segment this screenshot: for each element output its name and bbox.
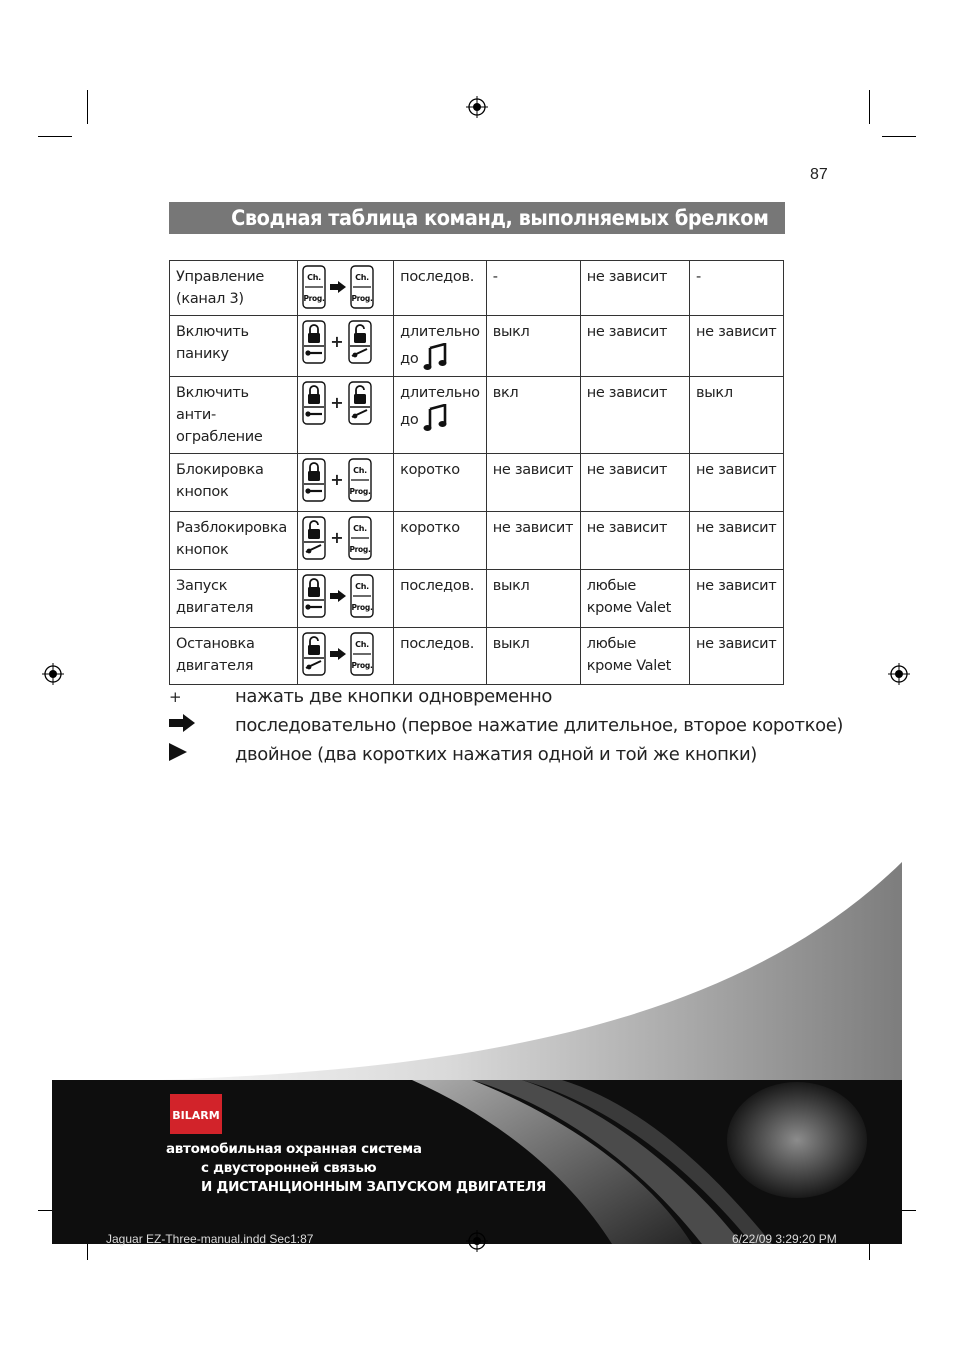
press-type	[394, 261, 487, 316]
button-combo	[297, 261, 393, 316]
press-type	[394, 512, 487, 570]
banner-line-3: И ДИСТАНЦИОННЫМ ЗАПУСКОМ ДВИГАТЕЛЯ	[201, 1179, 546, 1195]
product-banner	[52, 1080, 902, 1244]
condition-cell: не зависит	[689, 316, 783, 377]
crop-mark	[87, 90, 88, 124]
press-type	[394, 570, 487, 628]
chprog-icon	[348, 516, 372, 560]
arrow-icon	[330, 648, 346, 660]
unlock-icon	[348, 381, 372, 425]
condition-cell: не зависит	[580, 377, 689, 454]
press-type-text: коротко	[400, 520, 460, 536]
svg-text:Prog.: Prog.	[303, 294, 325, 303]
svg-text:Ch.: Ch.	[352, 524, 367, 533]
command-name: Разблокировка кнопок	[170, 512, 298, 570]
condition-cell: любые кроме Valet	[580, 570, 689, 628]
table-row	[170, 512, 784, 570]
button-combo	[297, 454, 393, 512]
press-type	[394, 316, 487, 377]
command-name: Блокировка кнопок	[170, 454, 298, 512]
banner-line-1: автомобильная охранная система	[166, 1141, 422, 1157]
svg-text:Prog.: Prog.	[349, 487, 371, 496]
condition-cell: любые кроме Valet	[580, 628, 689, 685]
crop-mark	[38, 136, 72, 137]
svg-text:Prog.: Prog.	[351, 661, 373, 670]
commands-table	[169, 260, 784, 685]
registration-mark-icon	[466, 96, 488, 118]
condition-cell: выкл	[486, 628, 580, 685]
triangle-icon	[169, 743, 189, 761]
button-combo	[297, 570, 393, 628]
condition-cell: не зависит	[689, 570, 783, 628]
banner-line-2: с двусторонней связью	[201, 1160, 377, 1176]
button-combo	[297, 512, 393, 570]
plus-icon: +	[330, 470, 344, 489]
svg-text:Prog.: Prog.	[351, 294, 373, 303]
condition-cell: не зависит	[486, 512, 580, 570]
chprog-icon	[350, 265, 374, 309]
table-row	[170, 316, 784, 377]
lock-icon	[302, 381, 326, 425]
button-combo	[297, 377, 393, 454]
commands-table-body	[170, 261, 784, 685]
condition-cell: выкл	[486, 570, 580, 628]
button-combo	[297, 316, 393, 377]
condition-cell: выкл	[486, 316, 580, 377]
registration-mark-icon	[888, 663, 910, 685]
melody-icon	[423, 343, 447, 371]
command-name: Остановка двигателя	[170, 628, 298, 685]
press-type-text: длительно до	[400, 385, 480, 428]
condition-cell: не зависит	[580, 261, 689, 316]
svg-text:Ch.: Ch.	[354, 273, 369, 282]
registration-mark-icon	[42, 663, 64, 685]
svg-text:Ch.: Ch.	[354, 582, 369, 591]
legend-item	[169, 743, 757, 766]
table-row	[170, 261, 784, 316]
svg-text:Ch.: Ch.	[306, 273, 321, 282]
legend-text: двойное (два коротких нажатия одной и той же кнопки)	[235, 744, 757, 765]
plus-icon: +	[330, 528, 344, 547]
plus-icon: +	[330, 393, 344, 412]
command-name: Запуск двигателя	[170, 570, 298, 628]
command-name: Включить анти-ограбление	[170, 377, 298, 454]
condition-cell: вкл	[486, 377, 580, 454]
press-type-text: последов.	[400, 578, 475, 594]
condition-cell: не зависит	[689, 454, 783, 512]
condition-cell: не зависит	[689, 512, 783, 570]
svg-text:Ch.: Ch.	[354, 640, 369, 649]
unlock-icon	[302, 632, 326, 676]
unlock-icon	[302, 516, 326, 560]
decorative-swoosh	[0, 850, 954, 1090]
registration-mark-icon	[466, 1230, 488, 1252]
title-bar	[169, 202, 785, 234]
chprog-icon	[302, 265, 326, 309]
condition-cell: выкл	[689, 377, 783, 454]
footer-timestamp: 6/22/09 3:29:20 PM	[732, 1232, 837, 1246]
plus-icon: +	[330, 332, 344, 351]
press-type-text: последов.	[400, 636, 475, 652]
page-number: 87	[810, 166, 828, 183]
condition-cell: не зависит	[580, 316, 689, 377]
press-type	[394, 377, 487, 454]
arrow-icon	[330, 590, 346, 602]
melody-icon	[423, 404, 447, 432]
arrow-icon	[330, 281, 346, 293]
chprog-icon	[350, 574, 374, 618]
table-row	[170, 377, 784, 454]
legend-text: нажать две кнопки одновременно	[235, 686, 552, 707]
plus-symbol: +	[169, 687, 182, 706]
press-type-text: коротко	[400, 462, 460, 478]
condition-cell: не зависит	[486, 454, 580, 512]
table-row	[170, 454, 784, 512]
arrow-icon	[169, 714, 195, 732]
condition-cell: -	[486, 261, 580, 316]
condition-cell: не зависит	[689, 628, 783, 685]
condition-cell: не зависит	[580, 512, 689, 570]
lock-icon	[302, 574, 326, 618]
press-type	[394, 454, 487, 512]
table-row	[170, 628, 784, 685]
table-row	[170, 570, 784, 628]
condition-cell: не зависит	[580, 454, 689, 512]
command-name: Управление (канал 3)	[170, 261, 298, 316]
lock-icon	[302, 320, 326, 364]
button-combo	[297, 628, 393, 685]
legend-text: последовательно (первое нажатие длительное, второе короткое)	[235, 715, 844, 736]
unlock-icon	[348, 320, 372, 364]
condition-cell: -	[689, 261, 783, 316]
legend-item	[169, 686, 552, 707]
footer-file-info: Jaguar EZ-Three-manual.indd Sec1:87	[106, 1232, 314, 1246]
chprog-icon	[348, 458, 372, 502]
press-type-text: последов.	[400, 269, 475, 285]
crop-mark	[882, 136, 916, 137]
svg-text:Ch.: Ch.	[352, 466, 367, 475]
command-name: Включить панику	[170, 316, 298, 377]
logo-text: BILARM	[172, 1109, 220, 1122]
chprog-icon	[350, 632, 374, 676]
legend-item	[169, 714, 843, 737]
lock-icon	[302, 458, 326, 502]
page-title: Сводная таблица команд, выполняемых брелком	[231, 206, 769, 230]
svg-text:Prog.: Prog.	[349, 545, 371, 554]
press-type-text: длительно до	[400, 324, 480, 367]
svg-text:Prog.: Prog.	[351, 603, 373, 612]
press-type	[394, 628, 487, 685]
crop-mark	[869, 90, 870, 124]
